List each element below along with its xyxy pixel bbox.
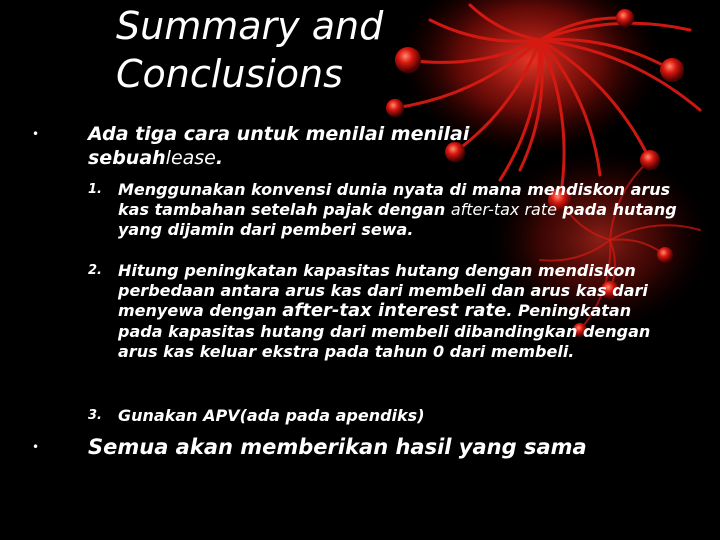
bullet-marker: • [32, 127, 40, 141]
bullet-intro-emphasis: lease [165, 147, 216, 169]
list-item-emphasis: after-tax rate [450, 200, 557, 220]
item-number: 1. [88, 182, 102, 197]
slide-title [116, 2, 383, 98]
bullet-conclusion: Semua akan memberikan hasil yang sama [88, 435, 587, 459]
firework-ball [395, 47, 421, 73]
firework-ball [386, 99, 404, 117]
list-item-text: Gunakan APV(ada pada apendiks) [118, 406, 425, 425]
firework-ball [616, 9, 634, 27]
item-number: 3. [88, 408, 102, 423]
bullet-intro-end: . [215, 147, 224, 169]
list-item [118, 406, 678, 426]
slide-title-line-2: Conclusions [116, 52, 343, 96]
item-number: 2. [88, 263, 102, 278]
list-item [118, 261, 678, 362]
list-item-text: Menggunakan konvensi dunia nyata di mana mendiskon arus kas tambahan setelah pajak dengan [118, 180, 671, 220]
list-item-text: Hitung peningkatan kapasitas hutang dengan mendiskon perbedaan antara arus kas dari membeli dan arus kas dari menyewa dengan [118, 261, 648, 321]
firework-ball [640, 150, 660, 170]
list-item-text-after: pada hutang yang dijamin dari pemberi sewa. [118, 200, 677, 240]
list-item [118, 180, 678, 241]
slide-title-line-1: Summary and [116, 4, 384, 48]
bullet-intro [88, 122, 608, 170]
firework-ball [660, 58, 684, 82]
list-item-emphasis: after-tax interest rate [282, 300, 507, 322]
bullet-intro-text: Ada tiga cara untuk menilai menilai sebuah [88, 123, 470, 169]
bullet-marker: • [32, 440, 40, 454]
list-item-text-after: . Peningkatan pada kapasitas hutang dari membeli dibandingkan dengan arus kas keluar ekstra pada tahun 0 dari membeli. [118, 301, 651, 361]
